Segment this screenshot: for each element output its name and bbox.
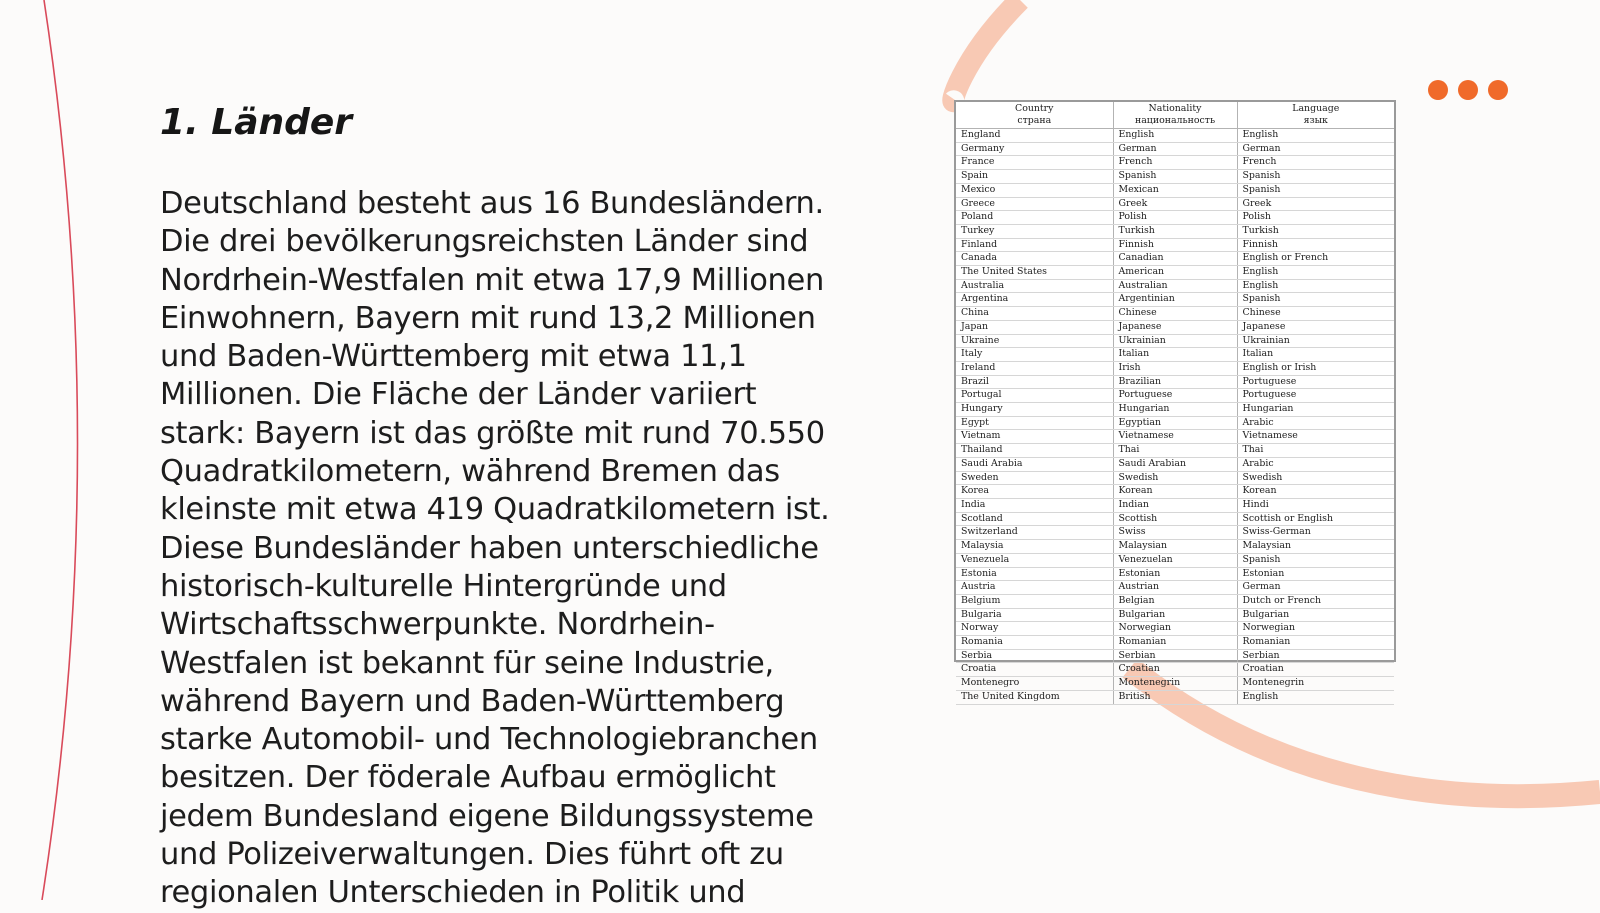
- menu-dot-2: [1458, 80, 1478, 100]
- table-row: [956, 375, 1394, 389]
- country-cell: Norway: [956, 622, 1113, 636]
- country-cell: Japan: [956, 320, 1113, 334]
- nationality-cell: British: [1113, 690, 1237, 704]
- country-cell: France: [956, 156, 1113, 170]
- table-row: [956, 553, 1394, 567]
- table-row: [956, 649, 1394, 663]
- country-cell: Finland: [956, 238, 1113, 252]
- language-cell: Polish: [1237, 211, 1394, 225]
- country-cell: Belgium: [956, 594, 1113, 608]
- menu-dot-3: [1488, 80, 1508, 100]
- table-row: [956, 636, 1394, 650]
- language-cell: Hindi: [1237, 498, 1394, 512]
- table-row: [956, 567, 1394, 581]
- language-cell: Vietnamese: [1237, 430, 1394, 444]
- nationality-table-image: [954, 100, 1396, 702]
- language-cell: Spanish: [1237, 170, 1394, 184]
- table-row: [956, 403, 1394, 417]
- table-row: [956, 457, 1394, 471]
- nationality-cell: Portuguese: [1113, 389, 1237, 403]
- table-row: [956, 224, 1394, 238]
- language-cell: Spanish: [1237, 183, 1394, 197]
- language-cell: Portuguese: [1237, 389, 1394, 403]
- table-row: [956, 211, 1394, 225]
- country-cell: Poland: [956, 211, 1113, 225]
- country-cell: Greece: [956, 197, 1113, 211]
- table-row: [956, 238, 1394, 252]
- nationality-cell: Montenegrin: [1113, 677, 1237, 691]
- nationality-cell: Polish: [1113, 211, 1237, 225]
- language-cell: Hungarian: [1237, 403, 1394, 417]
- country-cell: China: [956, 307, 1113, 321]
- nationality-cell: Malaysian: [1113, 540, 1237, 554]
- header-country: [956, 102, 1113, 129]
- country-cell: India: [956, 498, 1113, 512]
- table-row: [956, 663, 1394, 677]
- language-cell: Scottish or English: [1237, 512, 1394, 526]
- nationality-cell: Greek: [1113, 197, 1237, 211]
- country-cell: Croatia: [956, 663, 1113, 677]
- country-cell: Australia: [956, 279, 1113, 293]
- country-cell: Austria: [956, 581, 1113, 595]
- table-row: [956, 129, 1394, 143]
- language-cell: Arabic: [1237, 457, 1394, 471]
- country-cell: Mexico: [956, 183, 1113, 197]
- language-cell: Portuguese: [1237, 375, 1394, 389]
- table-row: [956, 471, 1394, 485]
- language-cell: Spanish: [1237, 293, 1394, 307]
- nationality-cell: Indian: [1113, 498, 1237, 512]
- language-cell: English: [1237, 266, 1394, 280]
- language-cell: Thai: [1237, 444, 1394, 458]
- nationality-cell: Croatian: [1113, 663, 1237, 677]
- nationality-cell: Australian: [1113, 279, 1237, 293]
- language-cell: Korean: [1237, 485, 1394, 499]
- table-header-row: [956, 102, 1394, 129]
- country-cell: The United Kingdom: [956, 690, 1113, 704]
- country-cell: Egypt: [956, 416, 1113, 430]
- nationality-cell: Egyptian: [1113, 416, 1237, 430]
- language-cell: Chinese: [1237, 307, 1394, 321]
- language-cell: Finnish: [1237, 238, 1394, 252]
- country-cell: Scotland: [956, 512, 1113, 526]
- nationality-cell: Scottish: [1113, 512, 1237, 526]
- left-accent-curve: [42, 0, 78, 900]
- table-row: [956, 307, 1394, 321]
- table-row: [956, 320, 1394, 334]
- table-row: [956, 183, 1394, 197]
- country-nationality-language-table: [956, 102, 1394, 705]
- language-cell: German: [1237, 142, 1394, 156]
- slide-body-text: Deutschland besteht aus 16 Bundesländern. Die drei bevölkerungsreichsten Länder sind Nordrhein-Westfalen mit etwa 17,9 Millionen Einwohnern, Bayern mit rund 13,2 Millionen und Baden-Württemberg mit etwa 11,1 Millionen. Die Fläche der Länder variiert stark: Bayern ist das größte mit rund 70.550 Quadratkilometern, während Bremen das kleinste mit etwa 419 Quadratkilometern ist. Diese Bundesländer haben unterschiedliche historisch-kulturelle Hintergründe und Wirtschaftsschwerpunkte. Nordrhein-Westfalen ist bekannt für seine Industrie, während Bayern und Baden-Württemberg starke Automobil- und Technologiebranchen besitzen. Der föderale Aufbau ermöglicht jedem Bundesland eigene Bildungssysteme und Polizeiverwaltungen. Dies führt oft zu regionalen Unterschieden in Politik und: [160, 186, 830, 911]
- language-cell: Bulgarian: [1237, 608, 1394, 622]
- nationality-cell: Venezuelan: [1113, 553, 1237, 567]
- language-cell: Romanian: [1237, 636, 1394, 650]
- country-cell: Canada: [956, 252, 1113, 266]
- nationality-cell: American: [1113, 266, 1237, 280]
- table-row: [956, 608, 1394, 622]
- language-cell: English: [1237, 690, 1394, 704]
- nationality-cell: Romanian: [1113, 636, 1237, 650]
- header-language: [1237, 102, 1394, 129]
- nationality-cell: Turkish: [1113, 224, 1237, 238]
- country-cell: Bulgaria: [956, 608, 1113, 622]
- language-cell: German: [1237, 581, 1394, 595]
- table-row: [956, 498, 1394, 512]
- country-cell: Saudi Arabia: [956, 457, 1113, 471]
- nationality-cell: Ukrainian: [1113, 334, 1237, 348]
- nationality-cell: German: [1113, 142, 1237, 156]
- country-cell: Switzerland: [956, 526, 1113, 540]
- table-row: [956, 526, 1394, 540]
- table-row: [956, 293, 1394, 307]
- header-nationality: [1113, 102, 1237, 129]
- table-row: [956, 485, 1394, 499]
- table-row: [956, 266, 1394, 280]
- three-dots-icon[interactable]: [1428, 80, 1508, 100]
- country-cell: Vietnam: [956, 430, 1113, 444]
- nationality-cell: Norwegian: [1113, 622, 1237, 636]
- nationality-cell: Brazilian: [1113, 375, 1237, 389]
- country-cell: Malaysia: [956, 540, 1113, 554]
- nationality-cell: Austrian: [1113, 581, 1237, 595]
- table-row: [956, 348, 1394, 362]
- country-cell: Portugal: [956, 389, 1113, 403]
- table-row: [956, 581, 1394, 595]
- language-cell: Turkish: [1237, 224, 1394, 238]
- header-country-en: Country: [1015, 103, 1054, 114]
- nationality-cell: Vietnamese: [1113, 430, 1237, 444]
- table-row: [956, 540, 1394, 554]
- nationality-cell: Swiss: [1113, 526, 1237, 540]
- nationality-cell: Italian: [1113, 348, 1237, 362]
- language-cell: Greek: [1237, 197, 1394, 211]
- country-cell: Germany: [956, 142, 1113, 156]
- slide-title: 1. Länder: [160, 102, 353, 143]
- country-cell: Romania: [956, 636, 1113, 650]
- language-cell: Montenegrin: [1237, 677, 1394, 691]
- table-row: [956, 677, 1394, 691]
- country-cell: Turkey: [956, 224, 1113, 238]
- language-cell: Arabic: [1237, 416, 1394, 430]
- background-arc: [953, 0, 1020, 101]
- table-row: [956, 622, 1394, 636]
- country-cell: Argentina: [956, 293, 1113, 307]
- table-row: [956, 389, 1394, 403]
- nationality-cell: Chinese: [1113, 307, 1237, 321]
- language-cell: Italian: [1237, 348, 1394, 362]
- language-cell: Croatian: [1237, 663, 1394, 677]
- country-cell: Ireland: [956, 361, 1113, 375]
- language-cell: Japanese: [1237, 320, 1394, 334]
- country-cell: England: [956, 129, 1113, 143]
- country-cell: Spain: [956, 170, 1113, 184]
- language-cell: Serbian: [1237, 649, 1394, 663]
- nationality-cell: Canadian: [1113, 252, 1237, 266]
- header-country-ru: страна: [1017, 115, 1052, 126]
- language-cell: Swiss-German: [1237, 526, 1394, 540]
- language-cell: French: [1237, 156, 1394, 170]
- language-cell: English or French: [1237, 252, 1394, 266]
- nationality-cell: Mexican: [1113, 183, 1237, 197]
- table-row: [956, 252, 1394, 266]
- country-cell: Hungary: [956, 403, 1113, 417]
- header-nationality-ru: национальность: [1134, 115, 1216, 126]
- nationality-cell: Saudi Arabian: [1113, 457, 1237, 471]
- language-cell: Spanish: [1237, 553, 1394, 567]
- table-body: [956, 129, 1394, 705]
- nationality-cell: Serbian: [1113, 649, 1237, 663]
- country-cell: Serbia: [956, 649, 1113, 663]
- country-cell: Brazil: [956, 375, 1113, 389]
- nationality-cell: Bulgarian: [1113, 608, 1237, 622]
- header-nationality-en: Nationality: [1148, 103, 1202, 114]
- nationality-cell: Korean: [1113, 485, 1237, 499]
- language-cell: Ukrainian: [1237, 334, 1394, 348]
- menu-dot-1: [1428, 80, 1448, 100]
- table-row: [956, 334, 1394, 348]
- nationality-cell: Finnish: [1113, 238, 1237, 252]
- nationality-cell: Thai: [1113, 444, 1237, 458]
- header-language-en: Language: [1292, 103, 1340, 114]
- language-cell: English: [1237, 279, 1394, 293]
- country-cell: Montenegro: [956, 677, 1113, 691]
- language-cell: Estonian: [1237, 567, 1394, 581]
- country-cell: Venezuela: [956, 553, 1113, 567]
- table-row: [956, 512, 1394, 526]
- language-cell: Norwegian: [1237, 622, 1394, 636]
- country-cell: Italy: [956, 348, 1113, 362]
- country-cell: Thailand: [956, 444, 1113, 458]
- nationality-cell: Belgian: [1113, 594, 1237, 608]
- table-row: [956, 170, 1394, 184]
- nationality-cell: English: [1113, 129, 1237, 143]
- table-row: [956, 197, 1394, 211]
- country-cell: Estonia: [956, 567, 1113, 581]
- nationality-cell: Spanish: [1113, 170, 1237, 184]
- table-row: [956, 279, 1394, 293]
- country-cell: Ukraine: [956, 334, 1113, 348]
- table-row: [956, 142, 1394, 156]
- language-cell: English: [1237, 129, 1394, 143]
- table-row: [956, 156, 1394, 170]
- language-cell: Malaysian: [1237, 540, 1394, 554]
- table-row: [956, 594, 1394, 608]
- country-cell: Korea: [956, 485, 1113, 499]
- nationality-cell: Hungarian: [1113, 403, 1237, 417]
- country-cell: The United States: [956, 266, 1113, 280]
- nationality-cell: Irish: [1113, 361, 1237, 375]
- nationality-cell: Japanese: [1113, 320, 1237, 334]
- language-cell: Swedish: [1237, 471, 1394, 485]
- language-cell: Dutch or French: [1237, 594, 1394, 608]
- header-language-ru: язык: [1303, 115, 1328, 126]
- table-row: [956, 430, 1394, 444]
- table-row: [956, 416, 1394, 430]
- nationality-cell: Swedish: [1113, 471, 1237, 485]
- table-row: [956, 444, 1394, 458]
- language-cell: English or Irish: [1237, 361, 1394, 375]
- nationality-cell: French: [1113, 156, 1237, 170]
- table-row: [956, 690, 1394, 704]
- nationality-cell: Estonian: [1113, 567, 1237, 581]
- country-cell: Sweden: [956, 471, 1113, 485]
- table-row: [956, 361, 1394, 375]
- nationality-cell: Argentinian: [1113, 293, 1237, 307]
